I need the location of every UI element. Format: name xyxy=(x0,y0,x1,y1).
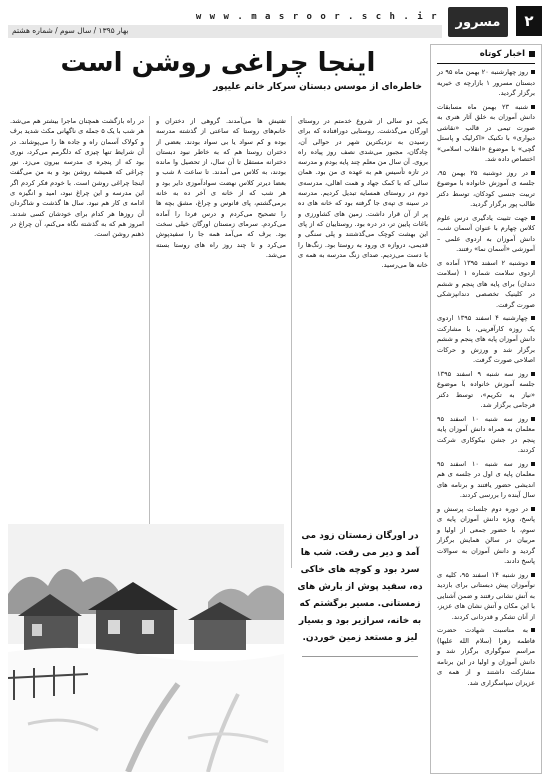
bullet-icon xyxy=(531,216,535,220)
news-item xyxy=(437,102,535,165)
news-text: روز چهارشنبه ۲۰ بهمن ماه ۹۵ در دبستان مسرور ۱ بازارچه ی خیریه برگزار گردید. xyxy=(437,68,535,97)
square-bullet-icon xyxy=(529,51,535,57)
column-divider xyxy=(149,116,150,538)
news-text: چهارشنبه ۴ اسفند ۱۳۹۵ اردوی یک روزه کارآفرینی، با مشارکت دانش آموزان پایه های پنجم و ششم برگزار شد و ورزش و حرکات اصلاحی صورت گرفت. xyxy=(437,314,535,364)
news-text: روز شنبه ۱۴ اسفند ۹۵، کلیه ی نوآموزان پیش دبستانی برای بازدید به آتش نشانی رفتند و ضمن آشنایی با این مکان و آتش نشان های عزیز، از آنان تشکر و قدردانی کردند. xyxy=(437,570,535,621)
bullet-icon xyxy=(531,70,535,74)
bullet-icon xyxy=(531,261,535,265)
article-column: تفتیش ها می‌آمدند. گروهی از دختران و خانم‌های روستا که ساعتی از گذشته مدرسه بوده و کم سواد یا بی سواد بودند. بعضی از دختران روستا هم که به خاطر نبود دبستان دخترانه مستقل تا آن سال، از تحصیل وا مانده بودند، به کلاس می آمدند. تا ساعت ۸ شب و بعضا دیرتر کلاس نهضت سوادآموزی دایر بود و هر شب که از خانه ی آخر ده به خانه برمی‌گشتم، پای فانوس و چراغ، مشق بچه ها را تصحیح می‌کردم و درس فردا را آماده می‌کردم. سرمای زمستان اورگان خیلی سخت بود. برف که می‌آمد همه جا را سفیدپوش می‌کرد و تا چند روز راه های روستا بسته می‌شد. xyxy=(156,117,286,259)
short-news-sidebar xyxy=(430,44,542,774)
short-news-title: اخبار کوتاه xyxy=(479,49,525,59)
news-item xyxy=(437,504,535,567)
magazine-logo: مسرور xyxy=(448,7,508,37)
news-list xyxy=(431,67,541,688)
page-number: ۲ xyxy=(516,6,542,36)
website-url[interactable]: w w w . m a s r o o r . s c h . i r xyxy=(195,12,438,22)
news-text: روز سه شنبه ۱۰ اسفند ۹۵ معلمان به همراه دانش آموزان پایه پنجم در جشن نیکوکاری شرکت کردند. xyxy=(437,414,535,454)
news-item xyxy=(437,168,535,210)
bullet-icon xyxy=(531,105,535,109)
news-item xyxy=(437,369,535,411)
divider xyxy=(437,63,535,64)
bullet-icon xyxy=(531,171,535,175)
news-item xyxy=(437,625,535,688)
divider xyxy=(302,656,418,657)
news-text: روز سه شنبه ۹ اسفند ۱۳۹۵ جلسه آموزش خانواده با موضوع «نیاز به تکریم»، توسط دکتر فرجامی برگزار شد. xyxy=(437,369,535,409)
news-item xyxy=(437,258,535,311)
bullet-icon xyxy=(531,573,535,577)
bullet-icon xyxy=(531,507,535,511)
news-item xyxy=(437,414,535,456)
news-text: شنبه ۲۳ بهمن ماه مسابقات دانش آموزان به خلق آثار هنری به صورت تیمی در قالب «نقاشی دیواری» با تکنیک «اکرلیک و پاستل گچی» با موضوع «انقلاب اسلامی» اختصاص داده شد. xyxy=(437,102,535,163)
bullet-icon xyxy=(531,628,535,632)
column-divider xyxy=(291,116,292,568)
bullet-icon xyxy=(531,462,535,466)
news-text: در دوره دوم جلسات پرسش و پاسخ، ویژه دانش آموزان پایه ی سوم، با حضور جمعی از اولیا و مربیان در سالن همایش برگزار گردید و دانش آموزان به سوالات پاسخ دادند. xyxy=(437,504,535,565)
news-text: جهت تثبیت یادگیری درس علوم کلاس چهارم با عنوان آسمان شب، دانش آموزان به اردوی علمی – آموزشی «آسمان نما» رفتند. xyxy=(437,213,535,253)
news-text: دوشنبه ۲ اسفند ۱۳۹۵ آماده ی اردوی سلامت شماره ۱ (سلامت دندان) برای پایه های پنجم و ششم در کلینیک تخصصی دندانپزشکی صورت گرفت. xyxy=(437,258,535,309)
short-news-heading xyxy=(431,45,541,63)
pull-quote: در اورگان زمستان زود می‌ آمد و دیر می‌ رفت. شب ها سرد بود و کوچه های خاکی ده، سفید پوش از بارش های زمستانی. مسیر برگشتم که به خانه، سرازیر بود و بسیار لیز و مستعد زمین خوردن. xyxy=(297,531,423,643)
news-item xyxy=(437,313,535,366)
article-column: در راه بازگشت همچنان ماجرا بیشتر هم می‌شد. هر شب با یک ۵ جمله ی ناگهانی مکث شدید برف و کولاک آسمان راه و جاده ها را می‌پوشاند. در آن شرایط تنها چیزی که دلگرمم می‌کرد، نوری بود که از پنجره ی مدرسه بیرون می‌زد. نور چراغی که همیشه روشن بود و به من می‌گفت اینجا چراغی روشن است. با خودم فکر کردم اگر این مدرسه و این چراغ نبود، امید و انگیزه ی ادامه ی کار هم نبود. سال ها گذشت و شاگردان آن روزها هر کدام برای خودشان کسی شدند. امروز هم که به گذشته نگاه می‌کنم، آن چراغ در ذهنم روشن است. xyxy=(10,117,144,239)
page-header xyxy=(8,6,542,40)
news-text: روز سه شنبه ۱۰ اسفند ۹۵ معلمان پایه ی اول در جلسه ی هم اندیشی حضور یافتند و برنامه های سال آینده را بررسی کردند. xyxy=(437,459,535,499)
issue-info: بهار ۱۳۹۵ / سال سوم / شماره هشتم xyxy=(12,26,129,35)
news-item xyxy=(437,213,535,255)
article-headline: اینجا چراغی روشن است xyxy=(60,48,376,78)
news-item xyxy=(437,570,535,623)
news-item xyxy=(437,67,535,99)
main-article xyxy=(8,44,428,774)
bullet-icon xyxy=(531,417,535,421)
news-text: به مناسبت شهادت حضرت فاطمه زهرا (سلام الله علیها) مراسم سوگواری برگزار شد و دانش آموزان و اولیا در این برنامه مشارکت داشتند و از همه ی عزیزان سپاسگزاری شد. xyxy=(437,626,535,687)
article-column: یکی دو سالی از شروع خدمتم در روستای اورگان می‌گذشت. روستایی دورافتاده که برای رسیدن به نزدیکترین شهر در حوالی آن، چادگان، مجبور می‌شدی نصف روز پیاده راه بروی. آن سال من معلم چند پایه بودم و مدرسه در تازه تأسیس هم به عهده ی من بود. همان سالی که با کمک جهاد و همت اهالی، مدرسه‌ی دوم در روستای همسایه تبدیل کردیم. مدرسه در سینه ی تپه‌ی جا گرفته بود که خانه های ده پر از آن قرار داشت. زمین های کشاورزی و باغات پایین تر، در دره بود. روستاییان که از پای این بهشت کوچک می‌گذشتند و پلی سنگی و قدیمی، دروازه ی ورود به روستا بود. زنگ‌ها را با دست می‌زدیم. صدای زنگ مدرسه به همه ی خانه ها می‌رسید. xyxy=(298,117,428,270)
bullet-icon xyxy=(531,316,535,320)
winter-village-painting xyxy=(8,524,284,772)
news-text: در روز دوشنبه ۲۵ بهمن ۹۵، جلسه ی آموزش خانواده با موضوع تربیت جنسی کودکان، توسط دکتر طالب پور برگزار گردید. xyxy=(437,168,535,208)
bullet-icon xyxy=(531,372,535,376)
news-item xyxy=(437,459,535,501)
article-byline: خاطره‌ای از موسس دبستان سرکار خانم علیپور xyxy=(213,82,422,92)
